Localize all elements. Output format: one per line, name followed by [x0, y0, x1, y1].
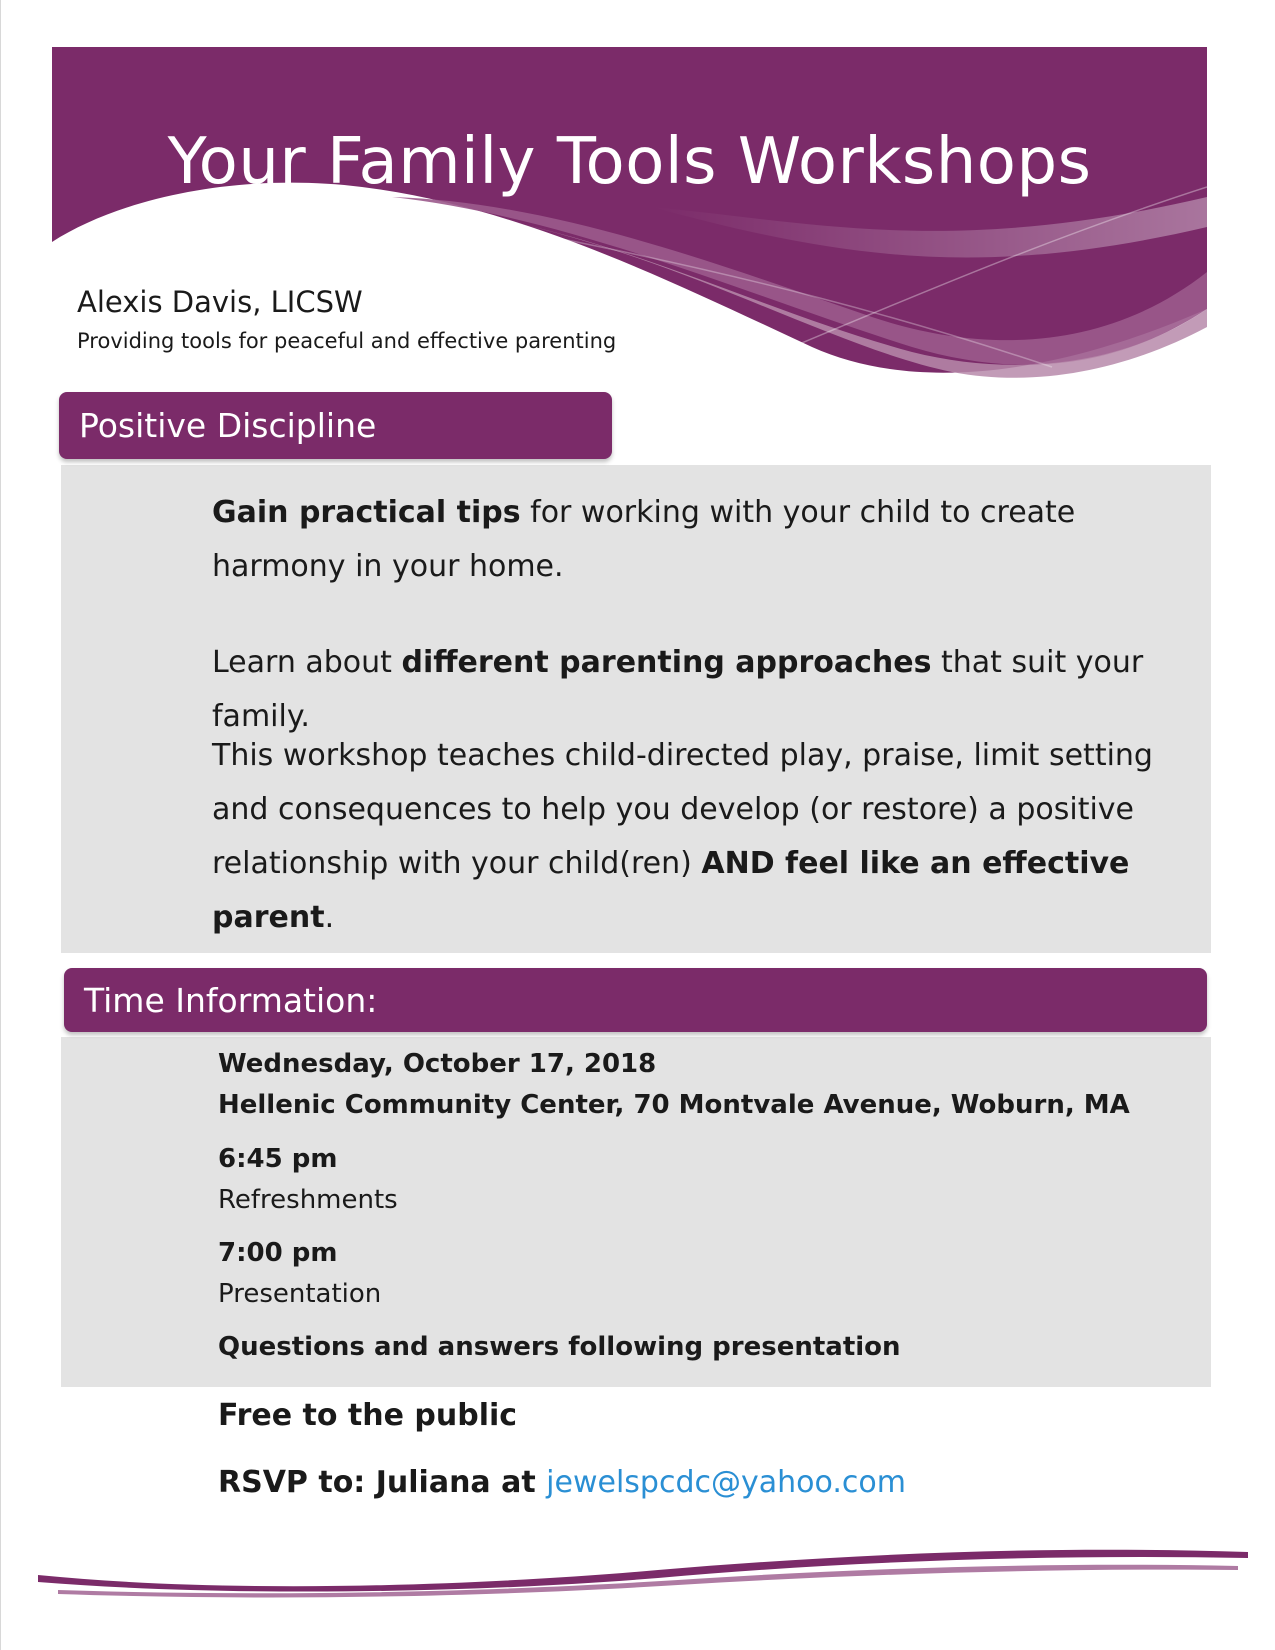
paragraph-workshop-description	[212, 729, 1202, 945]
text-run: for working with your child to create harmony in your home.	[212, 495, 1076, 584]
text-run: that suit your family.	[212, 645, 1144, 734]
paragraph-practical-tips	[212, 486, 1182, 594]
schedule-qa-note: Questions and answers following presentation	[218, 1332, 901, 1362]
event-venue: Hellenic Community Center, 70 Montvale Avenue, Woburn, MA	[218, 1090, 1130, 1120]
free-admission-note: Free to the public	[218, 1398, 518, 1433]
text-run: .	[324, 900, 335, 935]
page-edge	[0, 0, 1, 1650]
paragraph-parenting-approaches	[212, 636, 1192, 744]
section-heading-time-information: Time Information:	[64, 968, 1207, 1032]
footer-swoosh-graphic	[38, 1540, 1248, 1600]
bold-phrase: Gain practical tips	[212, 495, 521, 530]
event-date: Wednesday, October 17, 2018	[218, 1049, 657, 1079]
rsvp-line	[218, 1465, 906, 1500]
text-run: Learn about	[212, 645, 402, 680]
rsvp-label: RSVP to: Juliana at	[218, 1465, 547, 1500]
section-heading-positive-discipline: Positive Discipline	[59, 392, 612, 459]
rsvp-email-link[interactable]: jewelspcdc@yahoo.com	[546, 1465, 906, 1500]
presenter-tagline: Providing tools for peaceful and effective parenting	[77, 329, 617, 353]
text-run: This workshop teaches child-directed play, praise, limit setting and consequences to help you develop (or restore) a positive relationship with your child(ren)	[212, 738, 1153, 881]
presenter-name: Alexis Davis, LICSW	[77, 285, 363, 319]
bold-phrase: AND feel like an effective parent	[212, 846, 1130, 935]
schedule-desc-presentation: Presentation	[218, 1279, 382, 1309]
bold-phrase: different parenting approaches	[401, 645, 932, 680]
schedule-time-refreshments: 6:45 pm	[218, 1144, 338, 1174]
page-title: Your Family Tools Workshops	[167, 125, 1092, 199]
schedule-time-presentation: 7:00 pm	[218, 1238, 338, 1268]
schedule-desc-refreshments: Refreshments	[218, 1185, 398, 1215]
